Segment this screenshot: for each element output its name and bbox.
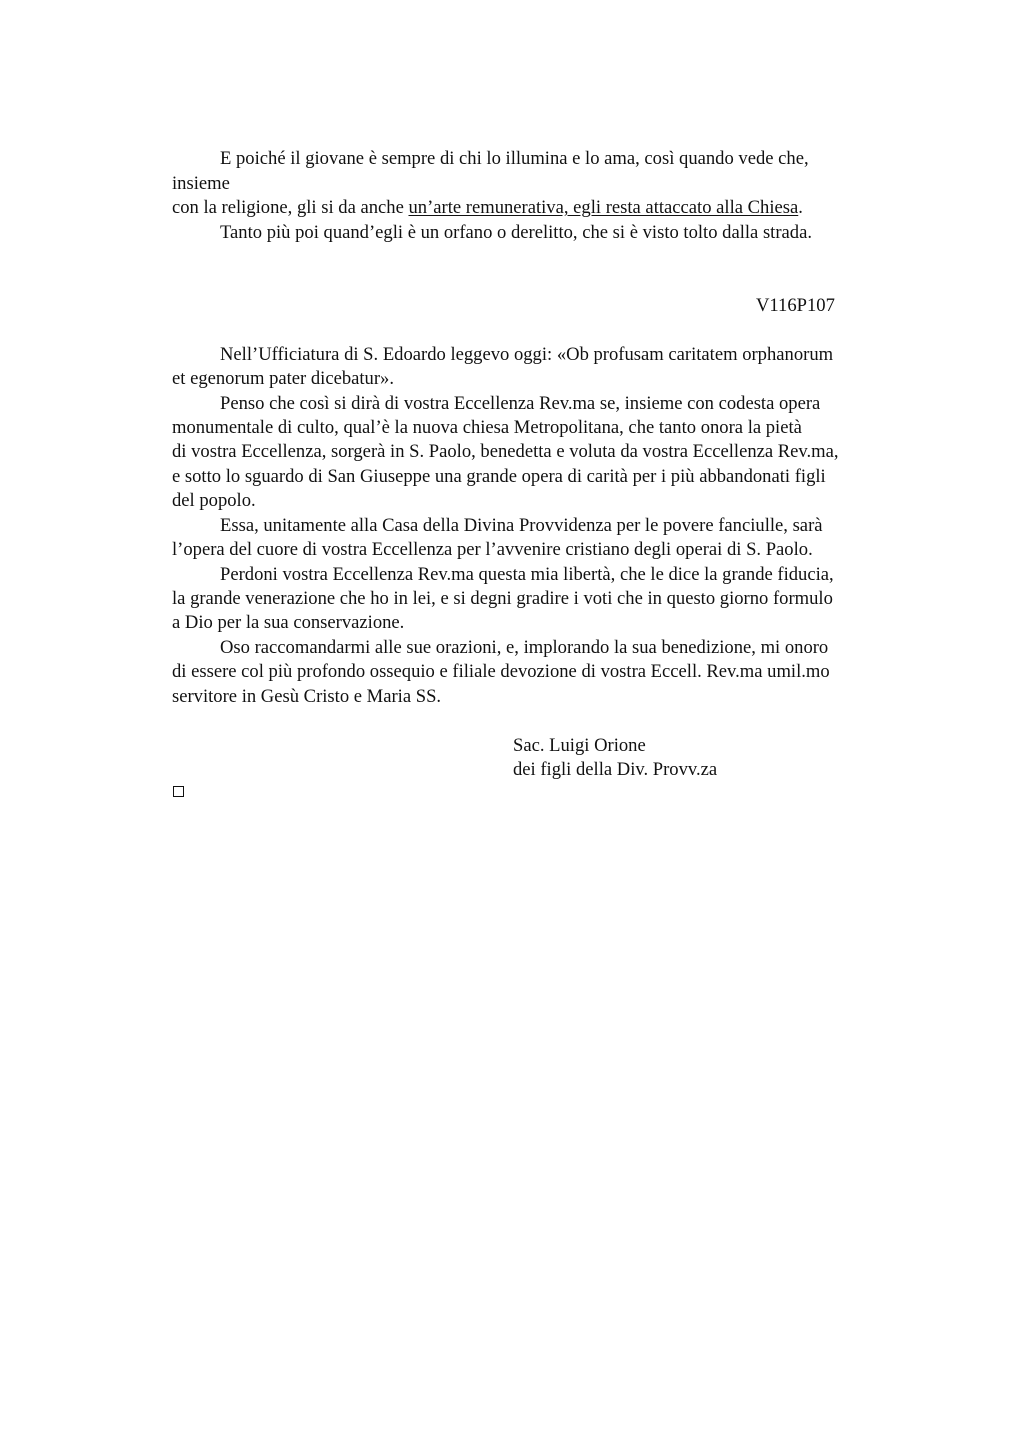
paragraph2-line1: Nell’Ufficiatura di S. Edoardo leggevo oggi: «Ob profusam caritatem orphanorum <box>220 344 834 365</box>
paragraph5-line1: Perdoni vostra Eccellenza Rev.ma questa mia libertà, che le dice la grande fiducia, <box>220 564 834 585</box>
underlined-phrase: un’arte remunerativa, egli resta attaccato alla Chiesa <box>408 197 799 218</box>
paragraph4-line2: l’opera del cuore di vostra Eccellenza per l’avvenire cristiano degli operai di S. Paolo. <box>172 539 813 560</box>
paragraph3-line3: di vostra Eccellenza, sorgerà in S. Paolo, benedetta e voluta da vostra Eccellenza Rev.ma, <box>172 441 839 462</box>
paragraph1-line4: Tanto più poi quand’egli è un orfano o derelitto, che si è visto tolto dalla strada. <box>220 222 812 243</box>
paragraph1-line3 <box>172 196 803 220</box>
paragraph1-line3-end: . <box>798 197 803 218</box>
paragraph6-line1: Oso raccomandarmi alle sue orazioni, e, implorando la sua benedizione, mi onoro <box>220 637 829 658</box>
paragraph3-line1: Penso che così si dirà di vostra Eccellenza Rev.ma se, insieme con codesta opera <box>220 393 821 414</box>
paragraph5-line2: la grande venerazione che ho in lei, e si degni gradire i voti che in questo giorno formulo <box>172 588 833 609</box>
paragraph3-line4: e sotto lo sguardo di San Giuseppe una grande opera di carità per i più abbandonati figli <box>172 466 826 487</box>
signature-subtitle: dei figli della Div. Provv.za <box>513 759 718 780</box>
reference-code: V116P107 <box>756 295 835 316</box>
paragraph1-line1: E poiché il giovane è sempre di chi lo illumina e lo ama, così quando vede che, <box>220 148 809 169</box>
paragraph5-line3: a Dio per la sua conservazione. <box>172 612 405 633</box>
paragraph4-line1: Essa, unitamente alla Casa della Divina Provvidenza per le povere fanciulle, sarà <box>220 515 823 536</box>
end-marker-square-icon <box>173 786 184 797</box>
paragraph3-line5: del popolo. <box>172 490 256 511</box>
paragraph1-line3-start: con la religione, gli si da anche <box>172 197 409 218</box>
paragraph6-line2: di essere col più profondo ossequio e filiale devozione di vostra Eccell. Rev.ma umil.mo <box>172 661 830 682</box>
signature-name: Sac. Luigi Orione <box>513 735 646 756</box>
paragraph1-line2: insieme <box>172 173 230 194</box>
paragraph6-line3: servitore in Gesù Cristo e Maria SS. <box>172 686 442 707</box>
paragraph3-line2: monumentale di culto, qual’è la nuova chiesa Metropolitana, che tanto onora la pietà <box>172 417 802 438</box>
paragraph2-line2: et egenorum pater dicebatur». <box>172 368 394 389</box>
